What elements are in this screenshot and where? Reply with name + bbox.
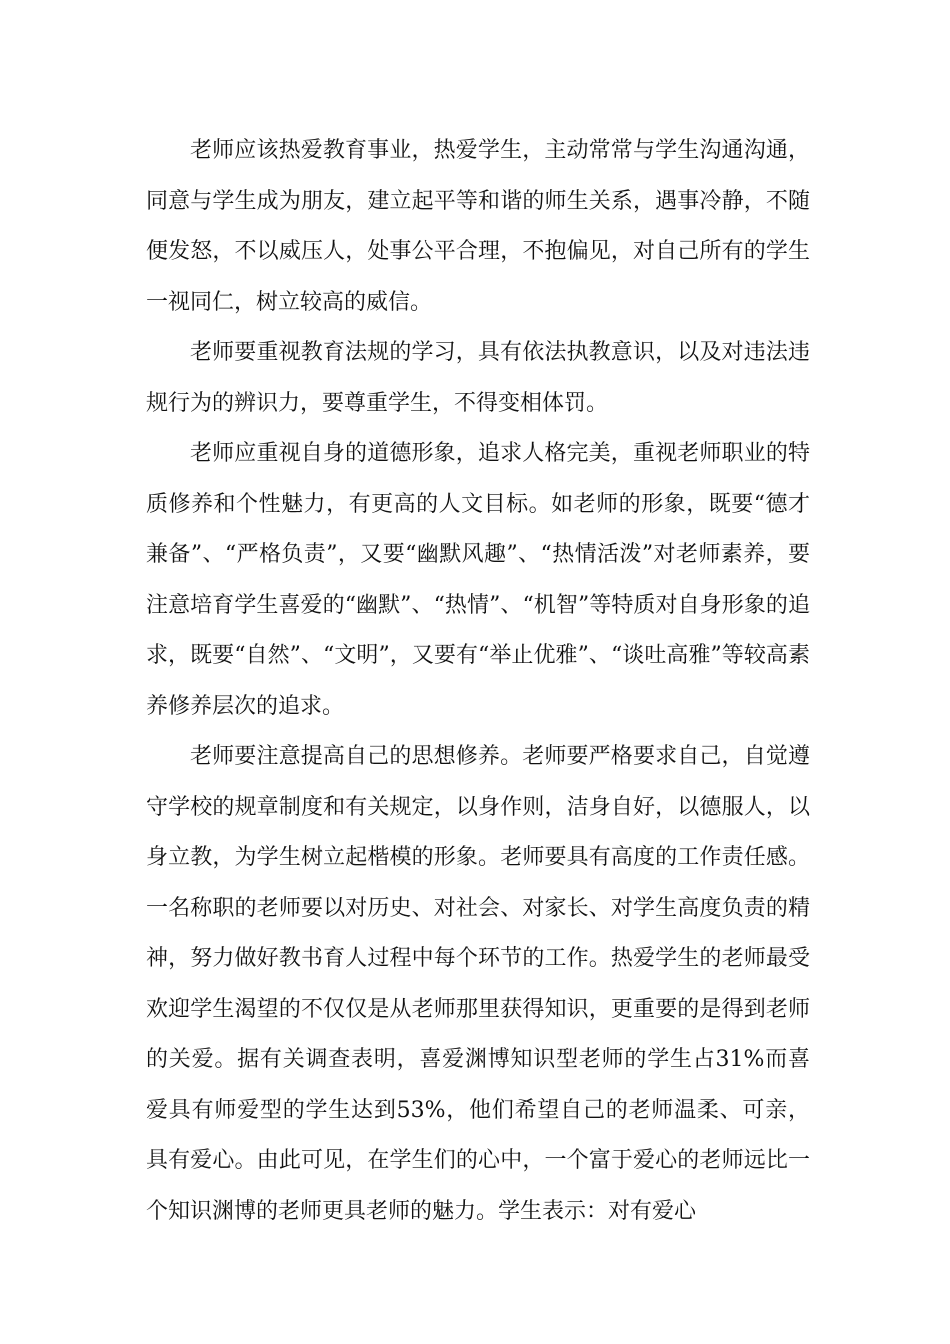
document-page [146, 126, 810, 1237]
paragraph-2: 老师要重视教育法规的学习，具有依法执教意识，以及对违法违规行为的辨识力，要尊重学生，不得变相体罚。 [146, 340, 810, 416]
paragraph-4: 老师要注意提高自己的思想修养。老师要严格要求自己，自觉遵守学校的规章制度和有关规定，以身作则，洁身自好，以德服人，以身立教，为学生树立起楷模的形象。老师要具有高度的工作责任感。一名称职的老师要以对历史、对社会、对家长、对学生高度负责的精神，努力做好教书育人过程中每个环节的工作。热爱学生的老师最受欢迎学生渴望的不仅仅是从老师那里获得知识，更重要的是得到老师的关爱。据有关调查表明，喜爱渊博知识型老师的学生占31%而喜爱具有师爱型的学生达到53%，他们希望自己的老师温柔、可亲，具有爱心。由此可见，在学生们的心中，一个富于爱心的老师远比一个知识渊博的老师更具老师的魅力。学生表示：对有爱心 [146, 744, 810, 1224]
paragraph-1: 老师应该热爱教育事业，热爱学生，主动常常与学生沟通沟通，同意与学生成为朋友，建立起平等和谐的师生关系，遇事冷静，不随便发怒，不以威压人，处事公平合理，不抱偏见，对自己所有的学生一视同仁，树立较高的威信。 [146, 138, 810, 315]
paragraph-3: 老师应重视自身的道德形象，追求人格完美，重视老师职业的特质修养和个性魅力，有更高的人文目标。如老师的形象，既要“德才兼备”、“严格负责”，又要“幽默风趣”、“热情活泼”对老师素养，要注意培育学生喜爱的“幽默”、“热情”、“机智”等特质对自身形象的追求，既要“自然”、“文明”，又要有“举止优雅”、“谈吐高雅”等较高素养修养层次的追求。 [146, 441, 810, 719]
